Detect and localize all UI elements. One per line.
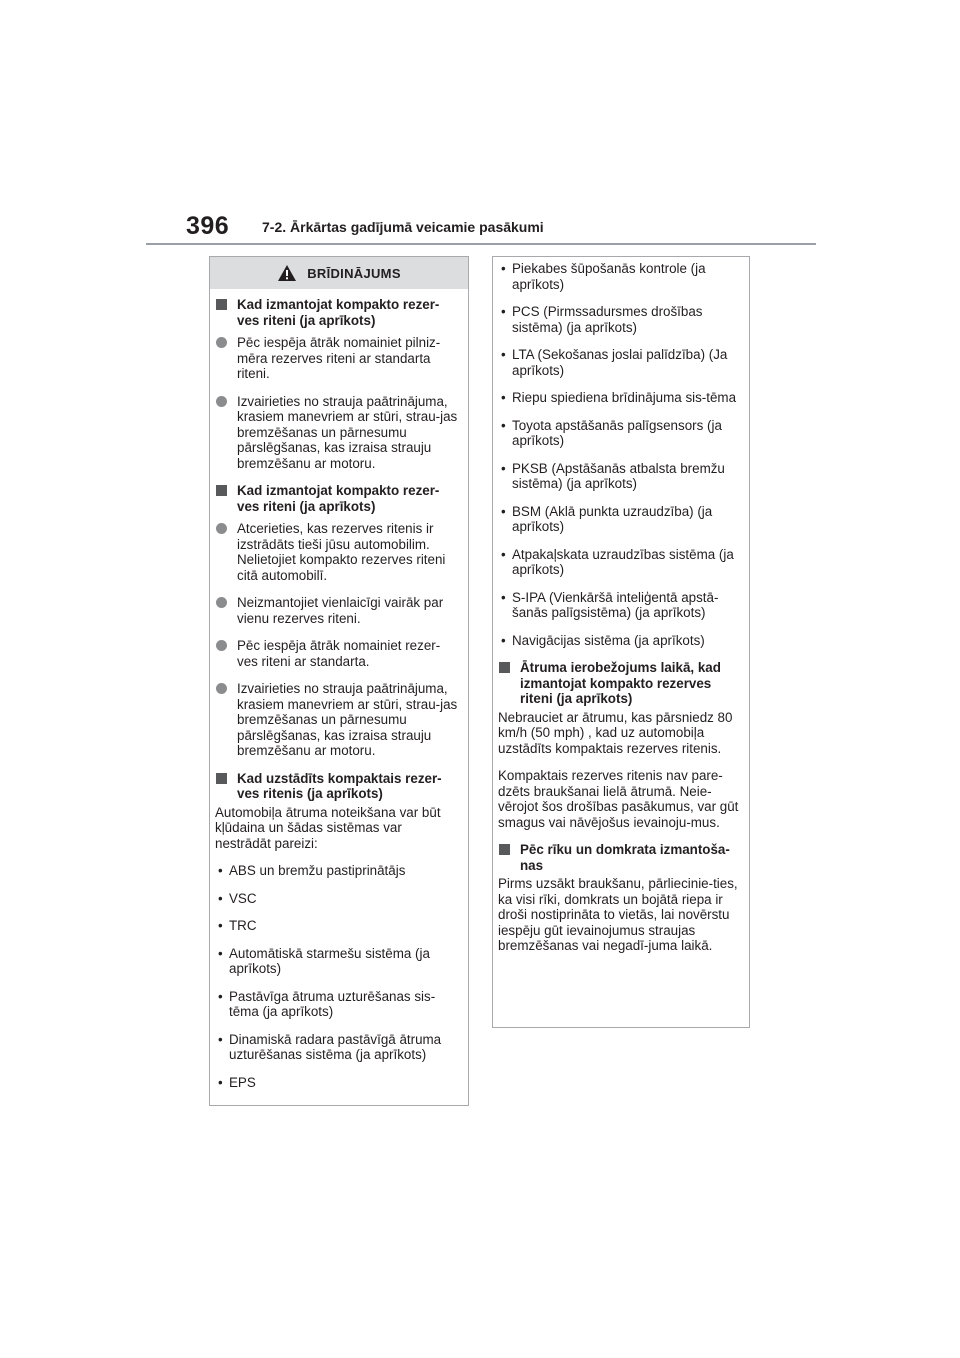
list-item: • TRC (218, 918, 257, 933)
list-item: • Pastāvīga ātruma uzturēšanas sis-tēma (ja aprīkots) (218, 988, 436, 1019)
list-item: • S-IPA (Vienkāršā inteliģentā apstā-šanās palīgsistēma) (ja aprīkots) (501, 589, 719, 620)
section-heading: Kad izmantojat kompakto rezer-ves riteni (ja aprīkots) (215, 483, 461, 514)
section-heading: Pēc rīku un domkrata izmantoša-nas (498, 842, 742, 873)
page-number: 396 (186, 212, 230, 240)
list-item: • Toyota apstāšanās palīgsensors (ja aprīkots) (501, 417, 722, 448)
warning-content-left (210, 289, 468, 1090)
warning-box-left (209, 256, 469, 1106)
list-item: • Riepu spiediena brīdinājuma sis-tēma (501, 390, 737, 405)
caution-item: Izvairieties no strauja paātrinājuma, krasiem manevriem ar stūri, strau-jas bremzēšanas un pārnesumu pārslēgšanas, kas izraisa strauju bremzēšanu ar motoru. (215, 681, 461, 759)
warning-box-right (492, 256, 750, 1028)
section-heading: Kad uzstādīts kompaktais rezer-ves ritenis (ja aprīkots) (215, 771, 461, 802)
list-item: • LTA (Sekošanas joslai palīdzība) (Ja aprīkots) (501, 347, 728, 378)
list-item: • Atpakaļskata uzraudzības sistēma (ja aprīkots) (501, 546, 734, 577)
caution-item: Izvairieties no strauja paātrinājuma, krasiem manevriem ar stūri, strau-jas bremzēšanas un pārnesumu pārslēgšanas, kas izraisa strauju bremzēšanu ar motoru. (215, 394, 461, 472)
paragraph: Automobiļa ātruma noteikšana var būt kļūdaina un šādas sistēmas var nestrādāt pareizi: (215, 804, 441, 851)
page-header (186, 212, 816, 246)
list-item: • PKSB (Apstāšanās atbalsta bremžu sistēma) (ja aprīkots) (501, 460, 725, 491)
list-item: • ABS un bremžu pastiprinātājs (218, 863, 406, 878)
paragraph: Kompaktais rezerves ritenis nav pare-dzēts braukšanai lielā ātrumā. Neie-vērojot šos drošības pasākumus, var gūt smagus vai nāvējošus ievainoju-mus. (498, 768, 739, 830)
paragraph: Nebrauciet ar ātrumu, kas pārsniedz 80 km/h (50 mph) , kad uz automobiļa uzstādīts kompaktais rezerves ritenis. (498, 709, 733, 756)
caution-item: Pēc iespēja ātrāk nomainiet pilniz-mēra rezerves riteni ar standarta riteni. (215, 335, 461, 382)
warning-content-right (493, 257, 749, 954)
warning-triangle-icon (277, 264, 297, 282)
list-item: • Piekabes šūpošanās kontrole (ja aprīkots) (501, 261, 706, 292)
list-item: • Navigācijas sistēma (ja aprīkots) (501, 632, 705, 648)
caution-item: Atcerieties, kas rezerves ritenis ir izstrādāts tieši jūsu automobilim. Nelietojiet kompakto rezerves riteni citā automobilī. (215, 521, 461, 583)
caution-item: Pēc iespēja ātrāk nomainiet rezer-ves riteni ar standarta. (215, 638, 461, 669)
section-heading: Kad izmantojat kompakto rezer-ves riteni (ja aprīkots) (215, 297, 461, 328)
list-item: • BSM (Aklā punkta uzraudzība) (ja aprīkots) (501, 503, 713, 534)
warning-title: BRĪDINĀJUMS (307, 265, 401, 281)
list-item: • Dinamiskā radara pastāvīgā ātruma uzturēšanas sistēma (ja aprīkots) (218, 1031, 442, 1062)
list-item: • VSC (218, 890, 257, 906)
paragraph: Pirms uzsākt braukšanu, pārliecinie-ties, ka visi rīki, domkrats un bojātā riepa ir droši nostiprināta to vietās, lai novērstu iespēju gūt ievainojumus straujas bremzēšanas vai negadī-juma laikā. (498, 876, 738, 953)
section-title: 7-2. Ārkārtas gadījumā veicamie pasākumi (262, 219, 544, 235)
caution-item: Neizmantojiet vienlaicīgi vairāk par vienu rezerves riteni. (215, 595, 461, 626)
section-heading: Ātruma ierobežojums laikā, kad izmantojat kompakto rezerves riteni (ja aprīkots) (498, 660, 742, 707)
header-divider (146, 243, 816, 245)
list-item: • EPS (218, 1074, 256, 1090)
warning-header (210, 257, 468, 289)
list-item: • PCS (Pirmssadursmes drošības sistēma) (ja aprīkots) (501, 304, 703, 335)
list-item: • Automātiskā starmešu sistēma (ja aprīkots) (218, 945, 430, 976)
